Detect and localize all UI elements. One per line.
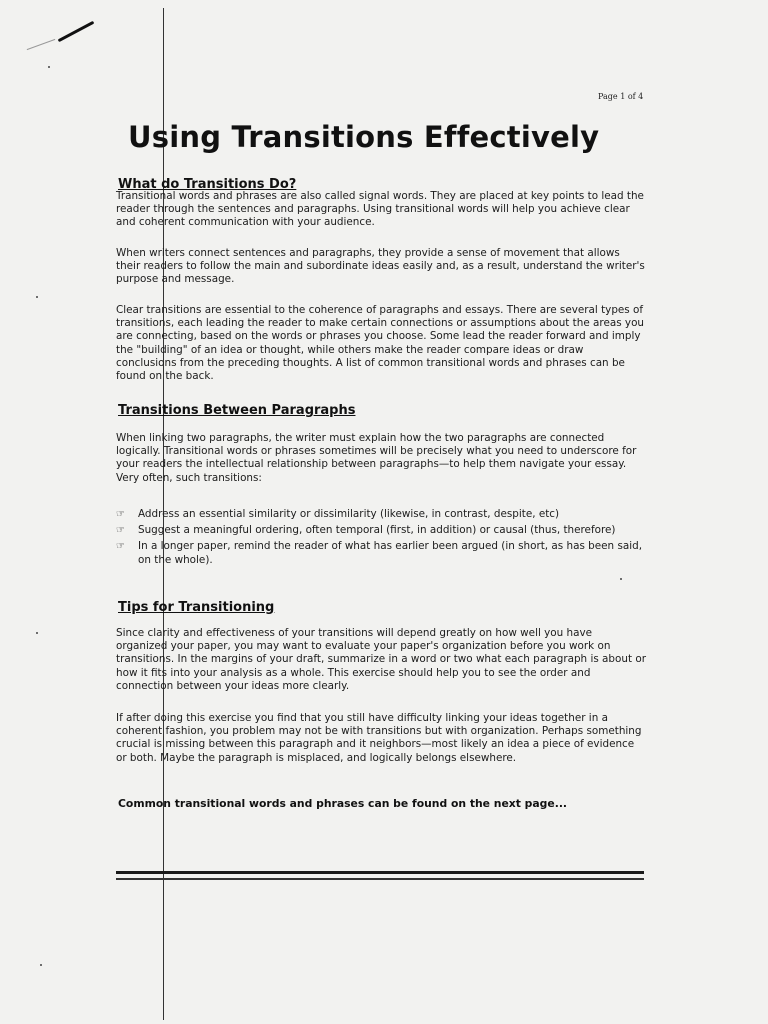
scan-speck bbox=[40, 964, 42, 966]
list-item-text: Address an essential similarity or dissimilarity (likewise, in contrast, despite, etc) bbox=[138, 508, 560, 520]
paragraph: Since clarity and effectiveness of your transitions will depend greatly on how well you have organized your paper, you may want to evaluate your paper's organization before you work on transitions. In the margins of your draft, summarize in a word or two what each paragraph is about or how it fits into your analysis as a whole. This exercise should help you to see the order and connection between your ideas more clearly. bbox=[116, 627, 646, 692]
list-item bbox=[116, 508, 646, 521]
divider-rule bbox=[116, 878, 644, 880]
bullet-list bbox=[116, 508, 646, 570]
section-heading-transitions-between-paragraphs: Transitions Between Paragraphs bbox=[118, 403, 356, 418]
closing-note: Common transitional words and phrases can be found on the next page... bbox=[118, 797, 568, 810]
pointing-hand-icon: ☞ bbox=[116, 541, 125, 553]
document-title: Using Transitions Effectively bbox=[128, 120, 600, 154]
pointing-hand-icon: ☞ bbox=[116, 525, 125, 537]
list-item bbox=[116, 540, 646, 566]
list-item bbox=[116, 524, 646, 537]
paragraph: Clear transitions are essential to the coherence of paragraphs and essays. There are several types of transitions, each leading the reader to make certain connections or assumptions about the areas you are connecting, based on the words or phrases you choose. Some lead the reader forward and imply the "building" of an idea or thought, while others make the reader compare ideas or draw conclusions from the preceding thoughts. A list of common transitional words and phrases can be found on the back. bbox=[116, 304, 645, 383]
section-heading-tips-for-transitioning: Tips for Transitioning bbox=[118, 600, 275, 615]
scan-speck bbox=[36, 296, 38, 298]
paragraph: Transitional words and phrases are also called signal words. They are placed at key points to lead the reader through the sentences and paragraphs. Using transitional words will help you achieve clear and coherent communication with your audience. bbox=[116, 190, 644, 229]
list-item-text: In a longer paper, remind the reader of what has earlier been argued (in short, as has been said, on the whole). bbox=[138, 540, 643, 566]
pen-mark bbox=[27, 39, 56, 50]
pointing-hand-icon: ☞ bbox=[116, 509, 125, 520]
pen-mark bbox=[58, 21, 95, 42]
divider-rule bbox=[116, 871, 644, 874]
scan-speck bbox=[36, 632, 38, 634]
paragraph: When linking two paragraphs, the writer must explain how the two paragraphs are connected logically. Transitional words or phrases sometimes will be precisely what you need to underscore for your readers the intellectual relationship between paragraphs—to help them navigate your essay. Very often, such transitions: bbox=[116, 432, 637, 484]
paragraph: When writers connect sentences and paragraphs, they provide a sense of movement that allows their readers to follow the main and subordinate ideas easily and, as a result, understand the writer's purpose and message. bbox=[116, 247, 645, 286]
page-number: Page 1 of 4 bbox=[598, 92, 644, 101]
scan-speck bbox=[48, 66, 50, 68]
scan-speck bbox=[620, 578, 622, 580]
list-item-text: Suggest a meaningful ordering, often temporal (first, in addition) or causal (thus, therefore) bbox=[138, 524, 616, 537]
paragraph: If after doing this exercise you find that you still have difficulty linking your ideas together in a coherent fashion, you problem may not be with transitions but with organization. Perhaps something crucial is missing between this paragraph and it neighbors—most likely an idea a piece of evidence or both. Maybe the paragraph is misplaced, and logically belongs elsewhere. bbox=[116, 712, 642, 764]
section-heading-what-do-transitions-do: What do Transitions Do? bbox=[118, 177, 297, 192]
